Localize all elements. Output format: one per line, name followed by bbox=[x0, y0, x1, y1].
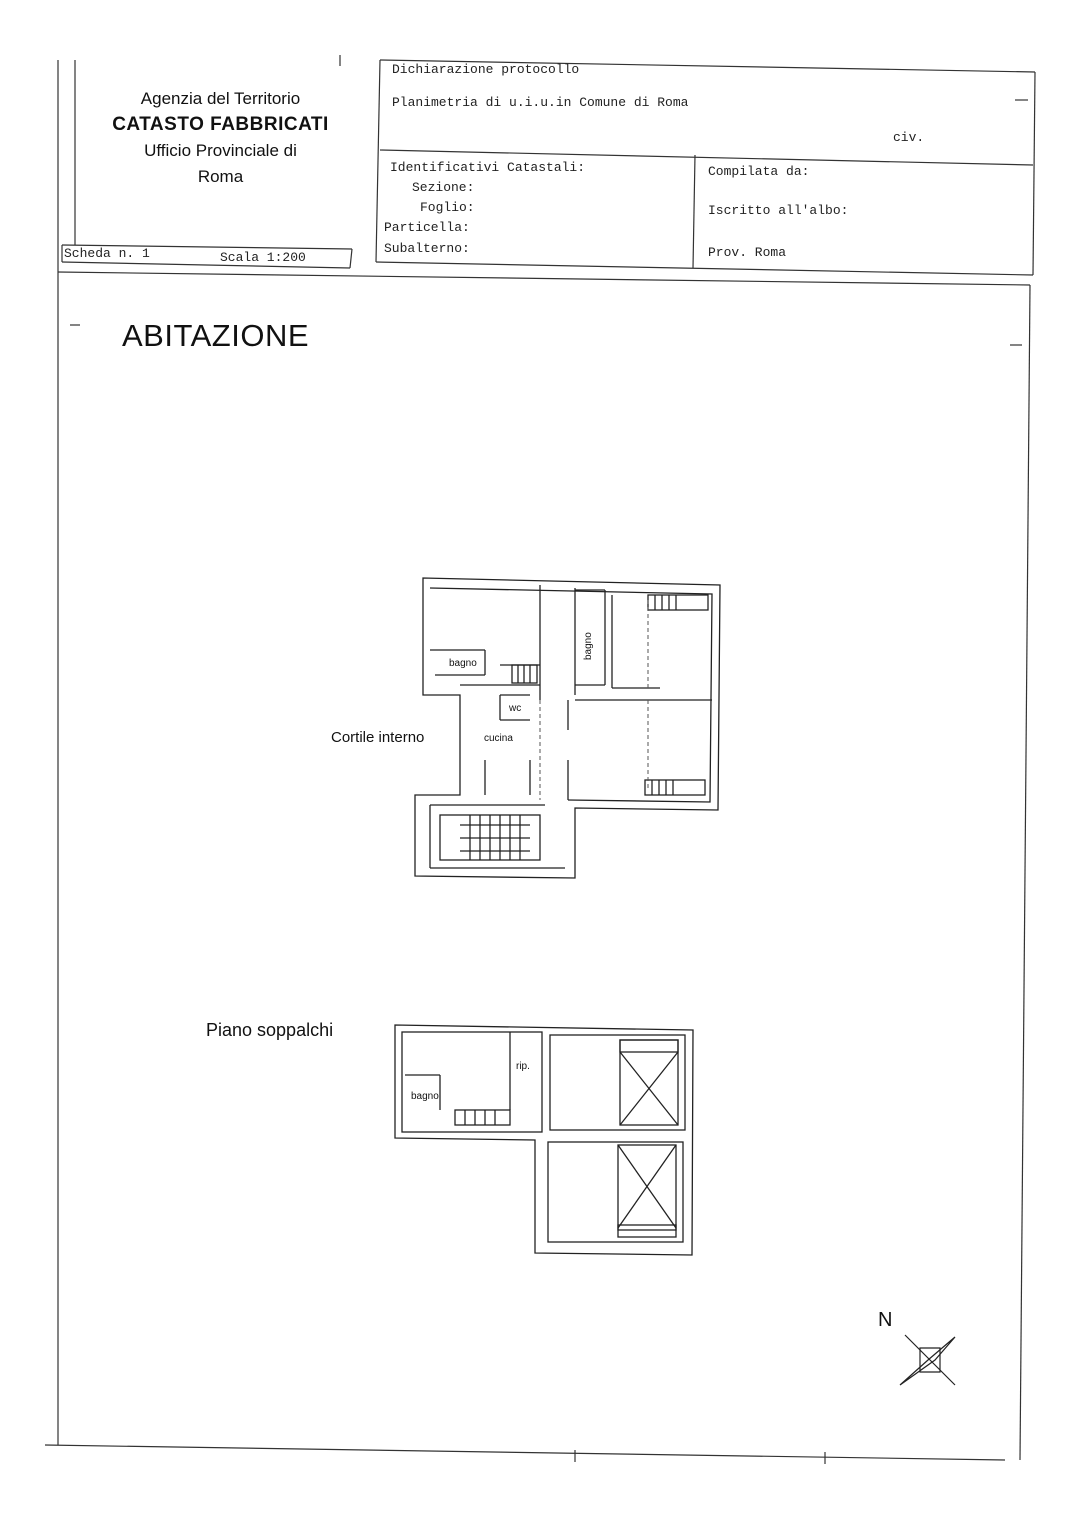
compass-icon bbox=[900, 1335, 955, 1385]
room-bagno-label: bagno bbox=[583, 632, 594, 660]
particella-label: Particella: bbox=[384, 220, 470, 235]
catasto-title: CATASTO FABBRICATI bbox=[112, 114, 329, 135]
prov-label: Prov. Roma bbox=[708, 245, 787, 260]
cortile-label: Cortile interno bbox=[331, 729, 425, 746]
iscritto-label: Iscritto all'albo: bbox=[708, 203, 849, 218]
civ-label: civ. bbox=[893, 130, 925, 145]
identificativi-title: Identificativi Catastali: bbox=[390, 160, 586, 175]
room-bagno-label: bagno bbox=[449, 658, 477, 669]
foglio-label: Foglio: bbox=[420, 200, 475, 215]
agency-name: Agenzia del Territorio bbox=[140, 89, 301, 108]
scheda-label: Scheda n. 1 bbox=[64, 246, 150, 261]
sezione-label: Sezione: bbox=[412, 180, 475, 195]
room-wc-label: wc bbox=[509, 703, 522, 714]
room-cucina-label: cucina bbox=[484, 733, 513, 744]
room-rip-label: rip. bbox=[516, 1061, 530, 1072]
compilata-label: Compilata da: bbox=[708, 164, 810, 179]
room-bagno-label: bagno bbox=[411, 1091, 439, 1102]
subalterno-label: Subalterno: bbox=[384, 241, 470, 256]
north-label: N bbox=[878, 1309, 893, 1331]
planimetria-label: Planimetria di u.i.u.in Comune di Roma bbox=[392, 95, 689, 110]
dichiarazione-label: Dichiarazione protocollo bbox=[392, 62, 580, 77]
city-label: Roma bbox=[197, 167, 244, 186]
scala-label: Scala 1:200 bbox=[220, 250, 306, 265]
plan-title: ABITAZIONE bbox=[122, 318, 310, 353]
soppalchi-label: Piano soppalchi bbox=[206, 1020, 334, 1040]
ufficio-label: Ufficio Provinciale di bbox=[144, 141, 297, 160]
